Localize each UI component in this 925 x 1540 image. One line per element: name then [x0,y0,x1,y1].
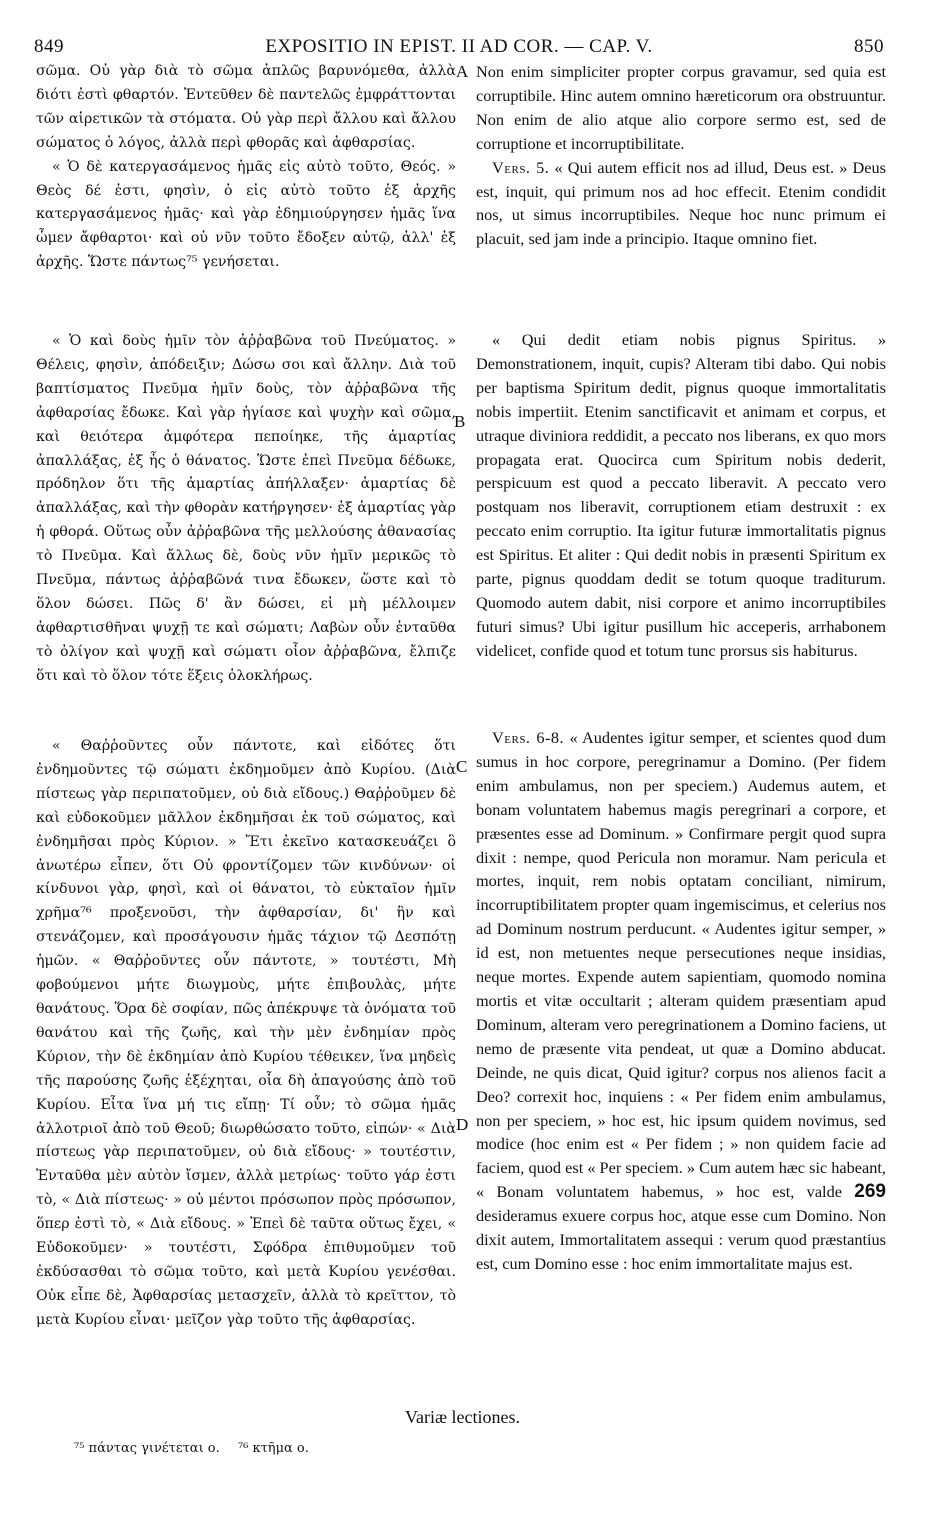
margin-marker-b: B [454,412,466,431]
variae-lectiones-notes [74,1441,323,1456]
margin-marker-a: A [456,62,469,81]
greek-column [36,60,456,1328]
greek-paragraph-1: σῶμα. Οὐ γὰρ διὰ τὸ σῶμα ἁπλῶς βαρυνόμεθα, ἀλλὰ διότι ἐστὶ φθαρτόν. Ἐντεῦθεν δὲ παντελῶς ἐμφράττονται τῶν αἱρετικῶν τὰ στόματα. Οὐ γὰρ περὶ ἄλλου καὶ ἄλλου σώματος ὁ λόγος, ἀλλὰ περὶ φθορᾶς καὶ ἀφθαρσίας. [36,63,456,151]
latin-paragraph-2-text: « Qui autem efficit nos ad illud, Deus est. » Deus est, inquit, qui primum nos ad hoc effecit. Etenim condidit nos, ut simus incorruptibiles. Neque hoc nunc primum ei placuit, sed jam inde a principio. Itaque omnino fiet. [476,157,886,249]
running-header [34,36,884,58]
latin-paragraph-4-text-b: desideramus exuere corpus hoc, atque esse cum Domino. Non dixit autem, Immortalitatem assequi : verum quod præstantius est, cum Domino esse : hoc enim immortalitate majus est. [476,1206,886,1273]
page-number-left: 849 [34,36,64,57]
variae-lectiones-title: Variæ lectiones. [405,1407,520,1427]
margin-marker-c: C [456,757,468,776]
greek-paragraph-2: « Ὁ δὲ κατεργασάμενος ἡμᾶς εἰς αὐτὸ τοῦτο, Θεός. » Θεὸς δέ ἐστι, φησὶν, ὁ εἰς αὐτὸ τοῦτο ἐξ ἀρχῆς κατεργασάμενος ἡμᾶς· καὶ γὰρ ἐδημιούργησεν ἡμᾶς ἵνα ὦμεν ἄφθαρτοι· καὶ οὐ νῦν τοῦτο ἔδοξεν αὐτῷ, ἀλλ' ἐξ ἀρχῆς. Ὥστε πάντως⁷⁵ γενήσεται. [36,158,456,271]
latin-paragraph-4-text-a: « Audentes igitur semper, et scientes quod dum sumus in hoc corpore, peregrinamur a Domino. (Per fidem enim ambulamus, non per speciem.) Audemus autem, et bonam voluntatem habemus magis peregrinari a corpore, et præsentes esse ad Dominum. » Confirmare pergit quod supra dixit : nempe, quod Pericula non moramur. Nam pericula et mortes, inquit, rem nobis optatam conciliant, nimirum, incorruptibilitatem propter quam ingemiscimus, et celerius nos ad Dominum nostrum perducunt. « Audentes igitur semper, » id est, non metuentes neque persecutiones neque insidias, neque mortes. Expende autem sapientiam, quomodo nomina mortis et vitæ occultarit ; alteram quidem præsentiam apud Dominum, alteram vero peregrinationem a Domino faciens, ut nemo de præsente vita pendeat, ut quæ a Domino abducat. Deinde, ne quis dicat, Quid igitur? corpus nos alienos facit a Deo? correxit hoc, inquiens : « Per fidem enim ambulamus, non per speciem, » hoc est, hic ipsum quidem novimus, sed modice (hoc enim est « Per fidem ; » non quidem facie ad faciem, quod est « Per speciem. » Cum autem hæc sic habeant, « Bonam voluntatem habemus, » hoc est, valde [476,728,886,1202]
latin-paragraph-1: Non enim simpliciter propter corpus gravamur, sed quia est corruptibile. Hinc autem omnino hæreticorum ora obstruuntur. Non enim de alio atque alio corpore sermo est, sed de corruptione et incorruptibilitate. [476,62,886,153]
variant-note-76: ⁷⁶ κτῆμα ο. [237,1441,309,1456]
page-number-right: 850 [854,36,884,57]
latin-paragraph-2 [476,156,886,252]
verse-label-5: Vers. 5. [492,157,550,177]
greek-paragraph-4: « Θαῤῥοῦντες οὖν πάντοτε, καὶ εἰδότες ὅτι ἐνδημοῦντες τῷ σώματι ἐκδημοῦμεν ἀπὸ Κυρίου. (Διὰ πίστεως γὰρ περιπατοῦμεν, οὐ διὰ εἴδους.) Θαῤῥοῦμεν δὲ καὶ εὐδοκοῦμεν μᾶλλον ἐκδημῆσαι ἐκ τοῦ σώματος, καὶ ἐνδημῆσαι πρὸς Κύριον. » Ἔτι ἐκεῖνο κατασκευάζει ὃ ἀνωτέρω εἶπεν, ὅτι Οὐ φροντίζομεν τῶν κινδύνων· οἱ κίνδυνοι γὰρ, φησὶ, καὶ οἱ θάνατοι, τὸ εὐκταῖον ἡμῖν χρῆμα⁷⁶ προξενοῦσι, τὴν ἀφθαρσίαν, δι' ἣν καὶ στενάζομεν, καὶ προσάγουσιν ἡμᾶς τάχιον τῷ Δεσπότῃ ἡμῶν. « Θαῤῥοῦντες οὖν πάντοτε, » τουτέστι, Μὴ φοβούμενοι μήτε διωγμοὺς, μήτε ἐπιβουλὰς, μήτε θανάτους. Ὅρα δὲ σοφίαν, πῶς ἀπέκρυψε τὰ ὀνόματα τοῦ θανάτου καὶ τῆς ζωῆς, καὶ τὴν μὲν ἐνδημίαν πρὸς Κύριον, τὴν δὲ ἐκδημίαν ἀπὸ Κυρίου τέθεικεν, ἵνα μηδεὶς τῆς παρούσης ζωῆς ἐξέχηται, οἷα δὴ ἀπαγούσης ἀπὸ τοῦ Κυρίου. Εἶτα ἵνα μή τις εἴπῃ· Τί οὖν; τὸ σῶμα ἡμᾶς ἀλλοτριοῖ ἀπὸ τοῦ Θεοῦ; διωρθώσατο τοῦτο, εἰπών· « Διὰ πίστεως γὰρ περιπατοῦμεν, οὐ διὰ εἴδους· » τουτέστιν, Ἐνταῦθα μὲν αὐτὸν ἴσμεν, ἀλλὰ μετρίως· τοῦτο γάρ ἐστι τὸ, « Διὰ πίστεως· » οὐ μέντοι πρόσωπον πρὸς πρόσωπον, ὅπερ ἐστὶ τὸ, « Διὰ εἴδους. » Ἐπεὶ δὲ ταῦτα οὕτως ἔχει, « Εὐδοκοῦμεν· » τουτέστι, Σφόδρα ἐπιθυμοῦμεν τοῦ ἐκδύσασθαι τὸ σῶμα τοῦτο, καὶ μετὰ Κυρίου γενέσθαι. Οὐκ εἶπε δὲ, Ἀφθαρσίας μετασχεῖν, ἀλλὰ τὸ κρεῖττον, τὸ μετὰ Κυρίου εἶναι· μεῖζον γὰρ τοῦτο τῆς ἀφθαρσίας. [36,738,456,1328]
greek-paragraph-3: « Ὁ καὶ δοὺς ἡμῖν τὸν ἀῤῥαβῶνα τοῦ Πνεύματος. » Θέλεις, φησὶν, ἀπόδειξιν; Δώσω σοι καὶ ἄλλην. Διὰ τοῦ βαπτίσματος Πνεῦμα ἡμῖν δοὺς, τὸν ἀῤῥαβῶνα τῆς ἀφθαρσίας ἔδωκε. Καὶ γὰρ ἡγίασε καὶ ψυχὴν καὶ σῶμα, καὶ θειότερα ἀμφότερα πεποίηκε, τῆς ἁμαρτίας ἀπαλλάξας, ἐξ ἧς ὁ θάνατος. Ὥστε ἐπεὶ Πνεῦμα δέδωκε, πρόδηλον ὅτι τῆς ἁμαρτίας ἀπήλλαξεν· ἁμαρτίας δὲ ἀπαλλάξας, καὶ τὴν φθορὰν κατήργησεν· ἐξ ἁμαρτίας γὰρ ἡ φθορά. Οὕτως οὖν ἀῤῥαβῶνα τῆς μελλούσης ἀθανασίας τὸ Πνεῦμα. Καὶ ἄλλως δὲ, δοὺς νῦν ἡμῖν μερικῶς τὸ Πνεῦμα, πάντως ἀῤῥαβῶνά τινα ἔδωκεν, ὥστε καὶ τὸ ὅλον δώσει. Πῶς δ' ἂν δώσει, εἰ μὴ μέλλοιμεν ἀφθαρτισθῆναι ψυχῇ τε καὶ σώματι; Λαβὼν οὖν ἐνταῦθα τὸ ὀλίγον καὶ ψυχῇ καὶ σώματι οἷον ἀῤῥαβῶνα, ἔλπιζε ὅτι καὶ τὸ ὅλον τότε ἕξεις ὁλοκλήρως. [36,333,456,684]
verse-label-6-8: Vers. 6-8. [492,728,565,747]
latin-paragraph-3: « Qui dedit etiam nobis pignus Spiritus. » Demonstrationem, inquit, cupis? Alteram tibi dabo. Qui nobis per baptisma Spiritum dedit, pignus quoque immortalitatis nobis impertiit. Etenim sanctificavit et animam et corpus, et utraque diviniora reddidit, a peccato nos liberans, ex quo mors propagata erat. Quocirca cum Spiritum nobis dederit, perspicuum est quod a peccato liberavit. A peccato vero postquam nos liberavit, corruptionem etiam destruxit : ex peccato enim corruptio. Ita igitur futuræ immortalitatis pignus est Spiritus. Et aliter : Qui dedit nobis in præsenti Spiritum ex parte, pignus quoddam dedit se totum quoque traditurum. Quomodo autem dabit, nisi corpore et animo incorruptibiles futuri simus? Ubi igitur pusillum hic acceperis, arrhabonem videlicet, confide quod et totum tunc prorsus sis habiturus. [476,330,886,660]
variant-note-75: ⁷⁵ πάντας γινέτεται ο. [74,1441,220,1456]
margin-marker-d: D [456,1115,469,1134]
running-title: EXPOSITIO IN EPIST. II AD COR. — CAP. V. [265,36,653,57]
latin-paragraph-4 [476,726,886,1276]
edition-page-number: 269 [854,1181,886,1203]
latin-column [476,60,886,1273]
